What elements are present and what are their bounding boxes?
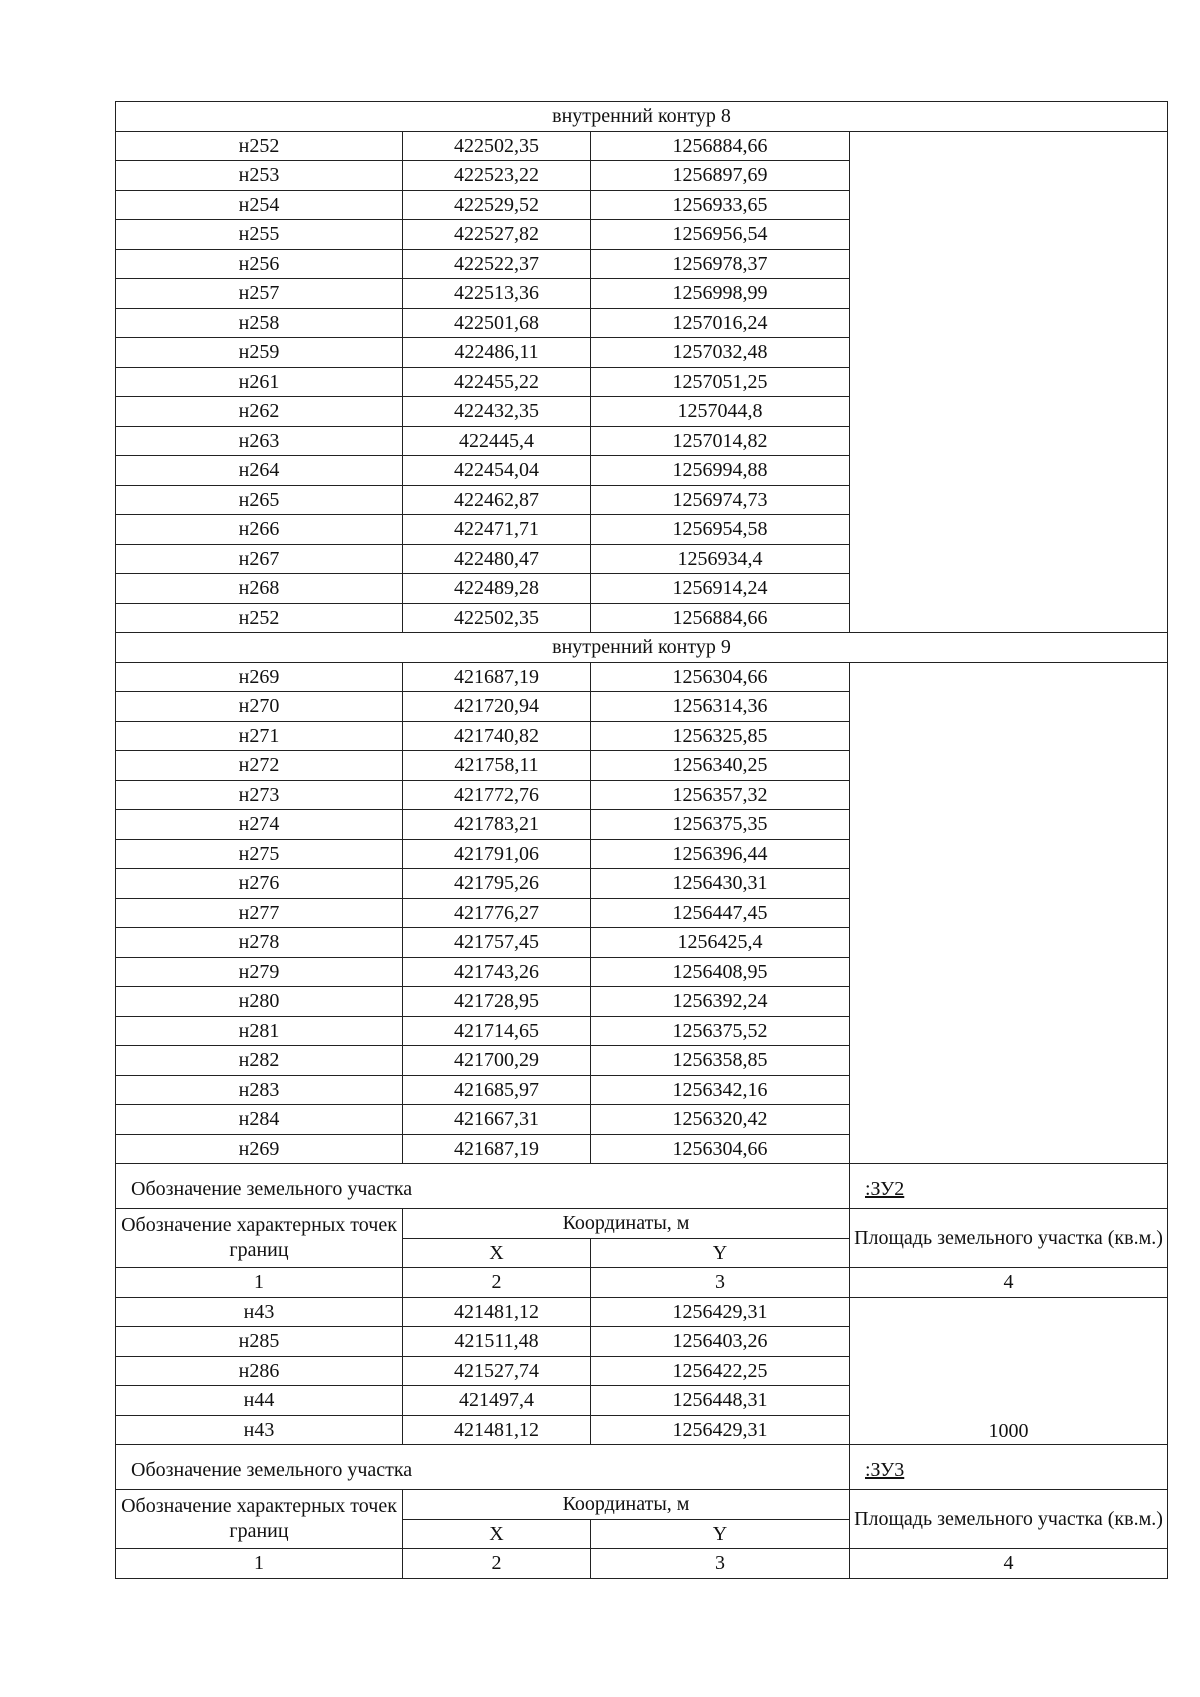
y-cell: 1256956,54 [591, 220, 850, 250]
x-cell: 422529,52 [403, 190, 591, 220]
point-cell: н268 [116, 574, 403, 604]
point-cell: н276 [116, 869, 403, 899]
y-cell: 1256884,66 [591, 131, 850, 161]
x-cell: 421720,94 [403, 692, 591, 722]
header-row [116, 1209, 1168, 1239]
x-cell: 422513,36 [403, 279, 591, 309]
y-cell: 1256430,31 [591, 869, 850, 899]
x-cell: 421700,29 [403, 1046, 591, 1076]
x-cell: 421740,82 [403, 721, 591, 751]
point-cell: н270 [116, 692, 403, 722]
point-cell: н256 [116, 249, 403, 279]
point-cell: н44 [116, 1386, 403, 1416]
point-cell: н252 [116, 603, 403, 633]
y-cell: 1256897,69 [591, 161, 850, 191]
col-number: 1 [116, 1549, 403, 1579]
point-cell: н284 [116, 1105, 403, 1135]
point-cell: н283 [116, 1075, 403, 1105]
coords-header: Координаты, м [403, 1490, 850, 1520]
point-cell: н273 [116, 780, 403, 810]
x-cell: 421511,48 [403, 1327, 591, 1357]
point-cell: н43 [116, 1297, 403, 1327]
column-number-row [116, 1549, 1168, 1579]
y-cell: 1256325,85 [591, 721, 850, 751]
y-cell: 1256994,88 [591, 456, 850, 486]
y-cell: 1256358,85 [591, 1046, 850, 1076]
point-cell: н267 [116, 544, 403, 574]
points-header: Обозначение характерных точек границ [116, 1209, 403, 1268]
point-cell: н271 [116, 721, 403, 751]
header-row [116, 1490, 1168, 1520]
y-cell: 1256933,65 [591, 190, 850, 220]
point-cell: н252 [116, 131, 403, 161]
point-cell: н255 [116, 220, 403, 250]
x-cell: 422454,04 [403, 456, 591, 486]
y-cell: 1256448,31 [591, 1386, 850, 1416]
plot-id-cell [850, 1445, 1168, 1490]
col-number: 3 [591, 1268, 850, 1298]
point-cell: н274 [116, 810, 403, 840]
x-cell: 422445,4 [403, 426, 591, 456]
point-cell: н43 [116, 1415, 403, 1445]
contour-title-row [116, 633, 1168, 663]
plot-id: :ЗУ2 [865, 1178, 905, 1200]
y-cell: 1256954,58 [591, 515, 850, 545]
x-cell: 422432,35 [403, 397, 591, 427]
x-cell: 421757,45 [403, 928, 591, 958]
y-cell: 1256340,25 [591, 751, 850, 781]
point-cell: н281 [116, 1016, 403, 1046]
point-cell: н279 [116, 957, 403, 987]
y-header: Y [591, 1238, 850, 1268]
x-cell: 421687,19 [403, 1134, 591, 1164]
y-cell: 1256392,24 [591, 987, 850, 1017]
col-number: 4 [850, 1549, 1168, 1579]
plot-id: :ЗУ3 [865, 1459, 905, 1481]
column-number-row [116, 1268, 1168, 1298]
point-cell: н254 [116, 190, 403, 220]
plot-designation-row [116, 1445, 1168, 1490]
points-header: Обозначение характерных точек границ [116, 1490, 403, 1549]
y-cell: 1256429,31 [591, 1415, 850, 1445]
col-number: 4 [850, 1268, 1168, 1298]
col-number: 1 [116, 1268, 403, 1298]
point-cell: н264 [116, 456, 403, 486]
y-cell: 1256403,26 [591, 1327, 850, 1357]
coords-header: Координаты, м [403, 1209, 850, 1239]
y-cell: 1256314,36 [591, 692, 850, 722]
point-cell: н262 [116, 397, 403, 427]
y-cell: 1256408,95 [591, 957, 850, 987]
x-header: X [403, 1519, 591, 1549]
x-cell: 422471,71 [403, 515, 591, 545]
x-cell: 421743,26 [403, 957, 591, 987]
table-row [116, 1297, 1168, 1327]
x-cell: 421758,11 [403, 751, 591, 781]
area-header: Площадь земельного участка (кв.м.) [850, 1209, 1168, 1268]
x-cell: 421795,26 [403, 869, 591, 899]
y-cell: 1256304,66 [591, 1134, 850, 1164]
y-cell: 1256425,4 [591, 928, 850, 958]
point-cell: н285 [116, 1327, 403, 1357]
point-cell: н265 [116, 485, 403, 515]
x-cell: 421772,76 [403, 780, 591, 810]
y-cell: 1256357,32 [591, 780, 850, 810]
y-cell: 1256422,25 [591, 1356, 850, 1386]
point-cell: н280 [116, 987, 403, 1017]
x-cell: 422480,47 [403, 544, 591, 574]
x-header: X [403, 1238, 591, 1268]
area-cell [850, 131, 1168, 633]
y-cell: 1256884,66 [591, 603, 850, 633]
y-cell: 1256998,99 [591, 279, 850, 309]
y-cell: 1257032,48 [591, 338, 850, 368]
y-cell: 1256396,44 [591, 839, 850, 869]
y-cell: 1256375,35 [591, 810, 850, 840]
x-cell: 421685,97 [403, 1075, 591, 1105]
point-cell: н282 [116, 1046, 403, 1076]
col-number: 3 [591, 1549, 850, 1579]
x-cell: 421776,27 [403, 898, 591, 928]
x-cell: 422502,35 [403, 131, 591, 161]
x-cell: 421481,12 [403, 1297, 591, 1327]
point-cell: н272 [116, 751, 403, 781]
y-cell: 1256320,42 [591, 1105, 850, 1135]
y-cell: 1256375,52 [591, 1016, 850, 1046]
coordinates-table [115, 101, 1168, 1579]
x-cell: 421791,06 [403, 839, 591, 869]
x-cell: 421481,12 [403, 1415, 591, 1445]
table-row [116, 662, 1168, 692]
point-cell: н253 [116, 161, 403, 191]
y-cell: 1256429,31 [591, 1297, 850, 1327]
x-cell: 422486,11 [403, 338, 591, 368]
x-cell: 421527,74 [403, 1356, 591, 1386]
y-cell: 1256974,73 [591, 485, 850, 515]
x-cell: 422462,87 [403, 485, 591, 515]
x-cell: 421783,21 [403, 810, 591, 840]
y-cell: 1256914,24 [591, 574, 850, 604]
x-cell: 422522,37 [403, 249, 591, 279]
area-value: 1000 [850, 1297, 1168, 1445]
point-cell: н263 [116, 426, 403, 456]
point-cell: н259 [116, 338, 403, 368]
area-header: Площадь земельного участка (кв.м.) [850, 1490, 1168, 1549]
point-cell: н275 [116, 839, 403, 869]
contour-title: внутренний контур 8 [116, 102, 1168, 132]
y-cell: 1256934,4 [591, 544, 850, 574]
y-cell: 1257051,25 [591, 367, 850, 397]
plot-designation-row [116, 1164, 1168, 1209]
point-cell: н257 [116, 279, 403, 309]
contour-title: внутренний контур 9 [116, 633, 1168, 663]
plot-id-cell [850, 1164, 1168, 1209]
y-cell: 1256304,66 [591, 662, 850, 692]
y-header: Y [591, 1519, 850, 1549]
col-number: 2 [403, 1549, 591, 1579]
point-cell: н266 [116, 515, 403, 545]
point-cell: н269 [116, 1134, 403, 1164]
x-cell: 422455,22 [403, 367, 591, 397]
y-cell: 1256342,16 [591, 1075, 850, 1105]
y-cell: 1257044,8 [591, 397, 850, 427]
y-cell: 1256978,37 [591, 249, 850, 279]
x-cell: 421687,19 [403, 662, 591, 692]
point-cell: н261 [116, 367, 403, 397]
point-cell: н286 [116, 1356, 403, 1386]
x-cell: 421497,4 [403, 1386, 591, 1416]
x-cell: 422502,35 [403, 603, 591, 633]
y-cell: 1257014,82 [591, 426, 850, 456]
plot-designation-label: Обозначение земельного участка [116, 1164, 850, 1209]
table-row [116, 131, 1168, 161]
x-cell: 422523,22 [403, 161, 591, 191]
y-cell: 1256447,45 [591, 898, 850, 928]
point-cell: н278 [116, 928, 403, 958]
area-cell [850, 662, 1168, 1164]
x-cell: 422501,68 [403, 308, 591, 338]
x-cell: 421714,65 [403, 1016, 591, 1046]
x-cell: 422527,82 [403, 220, 591, 250]
col-number: 2 [403, 1268, 591, 1298]
point-cell: н258 [116, 308, 403, 338]
y-cell: 1257016,24 [591, 308, 850, 338]
x-cell: 422489,28 [403, 574, 591, 604]
point-cell: н277 [116, 898, 403, 928]
point-cell: н269 [116, 662, 403, 692]
contour-title-row [116, 102, 1168, 132]
plot-designation-label: Обозначение земельного участка [116, 1445, 850, 1490]
x-cell: 421667,31 [403, 1105, 591, 1135]
x-cell: 421728,95 [403, 987, 591, 1017]
